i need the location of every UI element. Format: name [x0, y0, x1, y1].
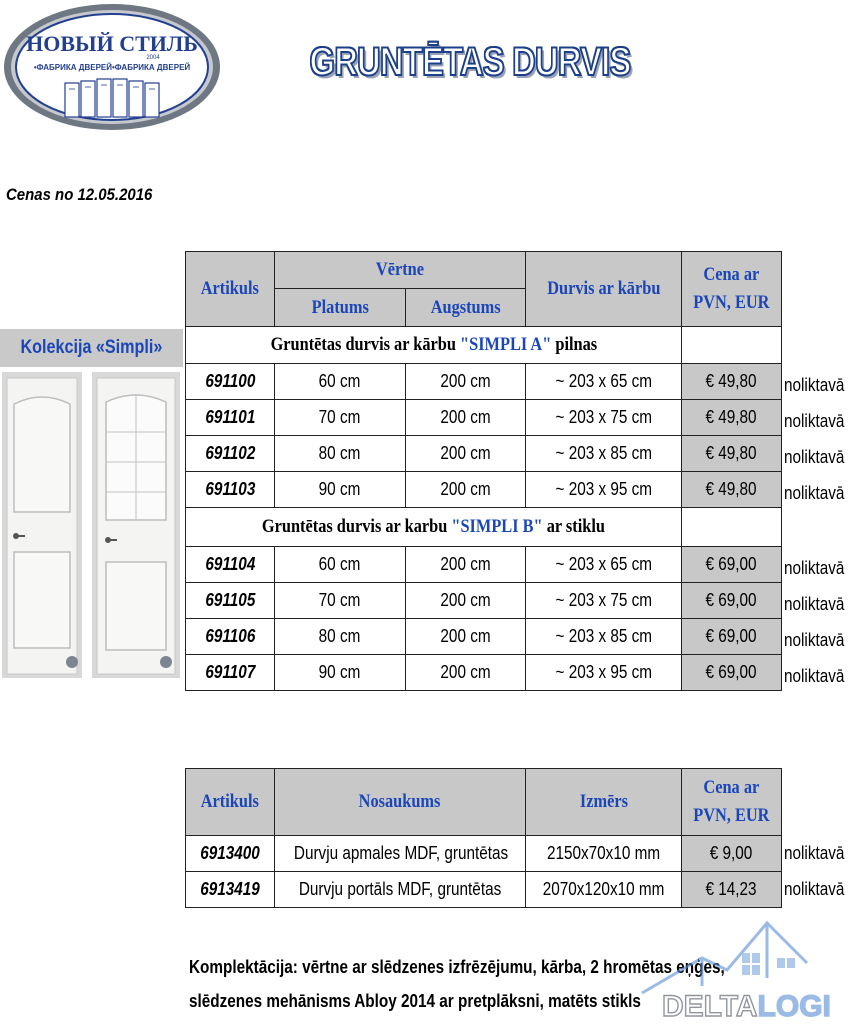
col-header-vertne: Vērtne — [275, 252, 526, 289]
table-row: 691100 60 cm 200 cm ~ 203 x 65 cm € 49,80 — [186, 364, 782, 400]
logo-since-text: 2004 — [146, 55, 160, 61]
door-images — [2, 372, 180, 678]
stock-status: noliktavā — [784, 447, 845, 467]
stock-status: noliktavā — [784, 594, 845, 614]
table-row: 6913400 Durvju apmales MDF, gruntētas 2150x70x10 mm € 9,00 — [186, 836, 782, 872]
table-row: 691104 60 cm 200 cm ~ 203 x 65 cm € 69,00 — [186, 547, 782, 583]
col-header-augstums: Augstums — [406, 289, 526, 327]
section-blank-cell — [682, 508, 782, 547]
table-row: 691105 70 cm 200 cm ~ 203 x 75 cm € 69,00 — [186, 583, 782, 619]
col-header-artikuls: Artikuls — [186, 252, 275, 327]
company-logo — [3, 3, 221, 131]
col-header-izmers: Izmērs — [526, 769, 682, 836]
watermark-part2: LOGI — [757, 990, 831, 1023]
price-date: Cenas no 12.05.2016 — [6, 185, 153, 204]
page-title: GRUNTĒTAS DURVIS — [309, 40, 631, 84]
col-header-artikuls: Artikuls — [186, 769, 275, 836]
logo-tagline-text: •ФАБРИКА ДВЕРЕЙ•ФАБРИКА ДВЕРЕЙ — [33, 63, 191, 72]
col-header-nosaukums: Nosaukums — [275, 769, 526, 836]
doors-price-table — [185, 251, 782, 691]
stock-status: noliktavā — [784, 630, 845, 650]
table-row: 691102 80 cm 200 cm ~ 203 x 85 cm € 49,80 — [186, 436, 782, 472]
svg-text:DELTALOGI — [662, 990, 831, 1023]
note-line-2: slēdzenes mehānisms Abloy 2014 ar pretplāksni, matēts stikls — [189, 991, 641, 1011]
section-title-simpli-b: Gruntētas durvis ar karbu "SIMPLI B" ar stiklu — [186, 508, 682, 547]
stock-status: noliktavā — [784, 666, 845, 686]
stock-status: noliktavā — [784, 558, 845, 578]
accessories-price-table — [185, 768, 782, 908]
table-row: 6913419 Durvju portāls MDF, gruntētas 2070x120x10 mm € 14,23 — [186, 872, 782, 908]
table-row: 691101 70 cm 200 cm ~ 203 x 75 cm € 49,80 — [186, 400, 782, 436]
note-line-1: Komplektācija: vērtne ar slēdzenes izfrēzējumu, kārba, 2 hromētas eņģes, — [189, 957, 725, 977]
logo-brand-text: НОВЫЙ СТИЛЬ — [26, 31, 198, 56]
col-header-platums: Platums — [275, 289, 406, 327]
section-blank-cell — [682, 327, 782, 364]
col-header-durvis: Durvis ar kārbu — [526, 252, 682, 327]
table-row: 691106 80 cm 200 cm ~ 203 x 85 cm € 69,00 — [186, 619, 782, 655]
stock-status: noliktavā — [784, 483, 845, 503]
table-row: 691107 90 cm 200 cm ~ 203 x 95 cm € 69,00 — [186, 655, 782, 691]
stock-status: noliktavā — [784, 843, 845, 863]
col-header-cena: Cena ar PVN, EUR — [682, 252, 782, 327]
watermark-part1: DELTA — [662, 990, 758, 1023]
door-simpli-a-image — [2, 372, 82, 678]
deltalogi-watermark — [632, 918, 852, 1024]
stock-status: noliktavā — [784, 879, 845, 899]
collection-label: Kolekcija «Simpli» — [0, 329, 183, 367]
table-row: 691103 90 cm 200 cm ~ 203 x 95 cm € 49,80 — [186, 472, 782, 508]
stock-status: noliktavā — [784, 411, 845, 431]
stock-status: noliktavā — [784, 375, 845, 395]
door-simpli-b-image — [92, 372, 180, 678]
col-header-cena: Cena ar PVN, EUR — [682, 769, 782, 836]
section-title-simpli-a: Gruntētas durvis ar kārbu "SIMPLI A" pilnas — [186, 327, 682, 364]
